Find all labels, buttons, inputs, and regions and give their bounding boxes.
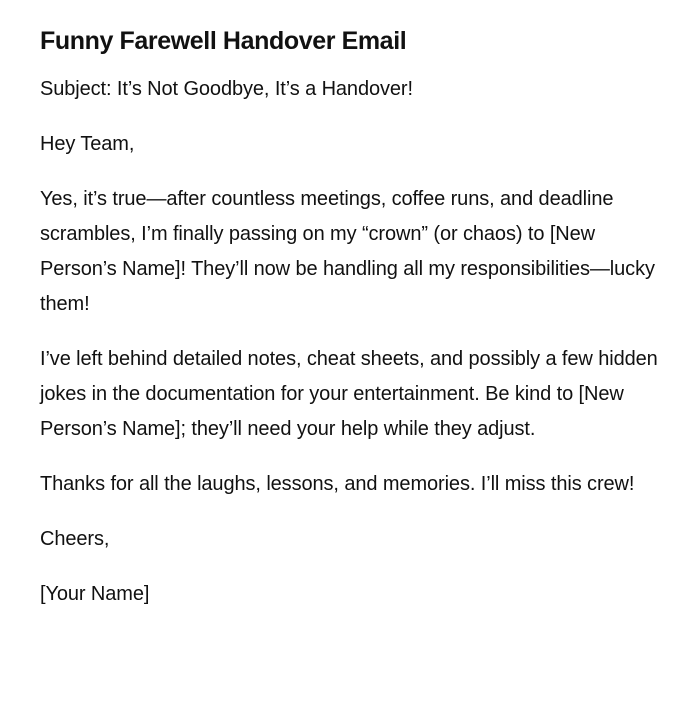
sign-off: Cheers, xyxy=(40,528,110,550)
body-paragraph: Thanks for all the laughs, lessons, and memories. I’ll miss this crew! xyxy=(40,473,635,495)
body-paragraph: Yes, it’s true—after countless meetings, coffee runs, and deadline scrambles, I’m finally passing on my “crown” (or chaos) to [New Person’s Name]! They’ll now be handling all my responsibilities—lucky them! xyxy=(40,188,655,315)
greeting: Hey Team, xyxy=(40,133,135,155)
body-paragraph: I’ve left behind detailed notes, cheat sheets, and possibly a few hidden jokes in the documentation for your entertainment. Be kind to [New Person’s Name]; they’ll need your help while they adjust. xyxy=(40,348,658,440)
subject-line: Subject: It’s Not Goodbye, It’s a Handover! xyxy=(40,78,413,100)
document-title: Funny Farewell Handover Email xyxy=(40,27,407,55)
signature: [Your Name] xyxy=(40,583,150,605)
